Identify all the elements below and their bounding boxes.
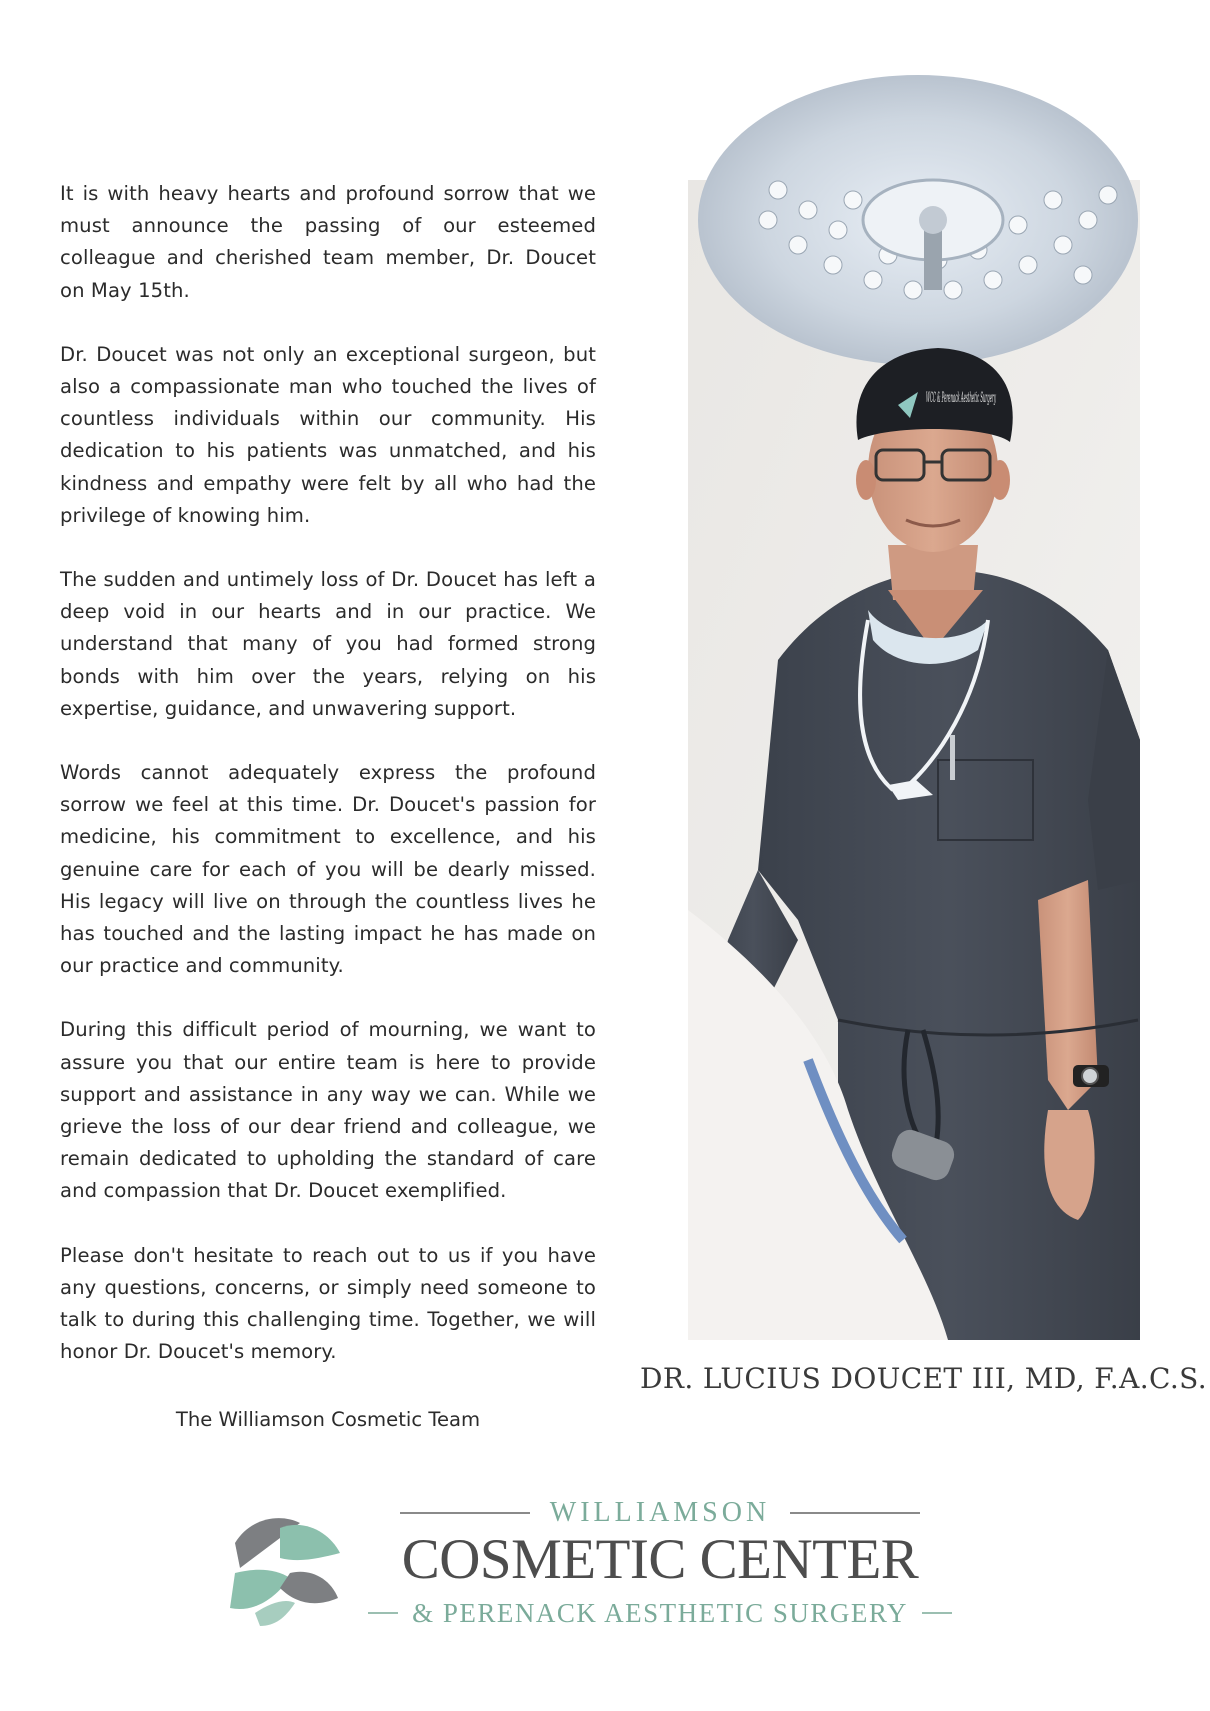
letter-body — [60, 178, 596, 1401]
logo-rule-left — [400, 1512, 530, 1514]
letter-paragraph-2: Dr. Doucet was not only an exceptional surgeon, but also a compassionate man who touched the lives of countless individuals within our community. His dedication to his patients was unmatched, and his kindness and empathy were felt by all who had the privilege of knowing him. — [60, 342, 596, 527]
logo-rule-bottom-right — [922, 1612, 952, 1614]
logo-cosmetic-center: COSMETIC CENTER — [401, 1528, 919, 1591]
letter-paragraph-4: Words cannot adequately express the profound sorrow we feel at this time. Dr. Doucet's passion for medicine, his commitment to excellence, and his genuine care for each of you will be dearly missed. His legacy will live on through the countless lives he has touched and the lasting impact he has made on our practice and community. — [60, 761, 596, 978]
photo-caption: DR. LUCIUS DOUCET III, MD, F.A.C.S. — [640, 1362, 1207, 1395]
logo-rule-right — [790, 1512, 920, 1514]
logo-perenack-line: & PERENACK AESTHETIC SURGERY — [412, 1597, 908, 1628]
letter-paragraph-6: Please don't hesitate to reach out to us if you have any questions, concerns, or simply need someone to talk to during this challenging time. Together, we will honor Dr. Doucet's memory. — [60, 1243, 596, 1364]
letter-paragraph-1: It is with heavy hearts and profound sorrow that we must announce the passing of our esteemed colleague and cherished team member, Dr. Doucet on May 15th. — [60, 182, 596, 302]
svg-text:WCC & Perenack Aesthetic Surge: WCC & Perenack Aesthetic Surgery — [926, 390, 997, 406]
letter-paragraph-5: During this difficult period of mourning, we want to assure you that our entire team is here to provide support and assistance in any way we can. While we grieve the loss of our dear friend and colleague, we remain dedicated to upholding the standard of care and compassion that Dr. Doucet exemplified. — [60, 1018, 596, 1203]
surgeon-photo — [688, 180, 1140, 1340]
practice-logo — [220, 1498, 980, 1638]
leaf-logo-icon — [220, 1508, 350, 1628]
letter-paragraph-3: The sudden and untimely loss of Dr. Doucet has left a deep void in our hearts and in our practice. We understand that many of you had formed strong bonds with him over the years, relying on his expertise, guidance, and unwavering support. — [60, 568, 596, 720]
letter-signature: The Williamson Cosmetic Team — [175, 1408, 481, 1431]
logo-word-williamson: WILLIAMSON — [549, 1497, 771, 1528]
surgeon-portrait-icon — [688, 180, 1140, 1340]
logo-rule-bottom-left — [368, 1612, 398, 1614]
